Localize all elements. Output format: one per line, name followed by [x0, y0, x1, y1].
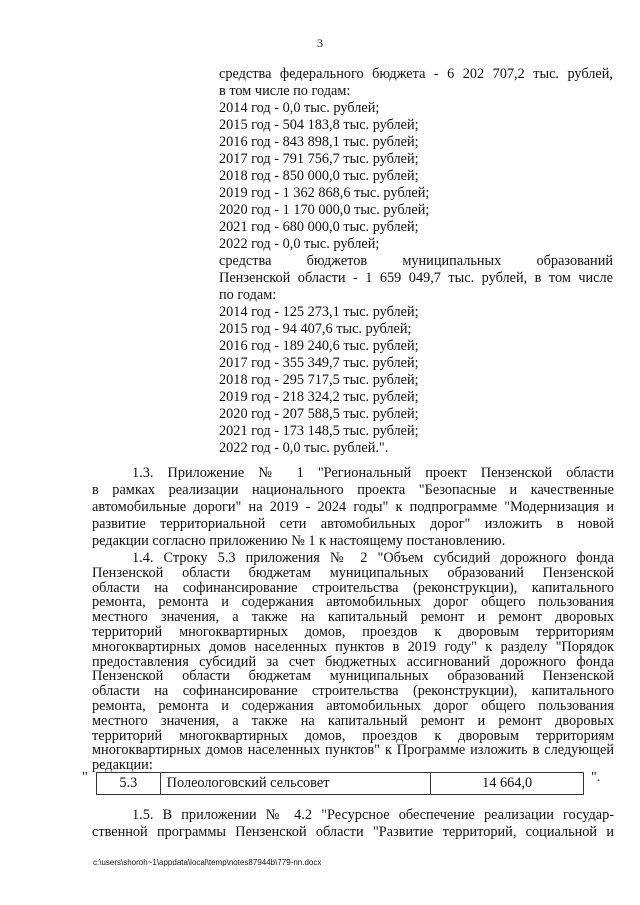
row-name-cell: Полеологовский сельсовет — [160, 773, 431, 795]
federal-budget-heading: средства федерального бюджета - 6 202 707,2 тыс. рублей, — [219, 66, 613, 82]
paragraph-1-4-line: местного значения, а также на капитальный ремонт и ремонт дворовых — [92, 712, 614, 729]
paragraph-1-4-line: области на софинансирование строительства (реконструкции), капитального — [92, 683, 614, 700]
municipal-year-line: 2019 год - 218 324,2 тыс. рублей; — [219, 389, 419, 405]
subsidy-table — [96, 772, 584, 795]
paragraph-1-4-line: 1.4. Строку 5.3 приложения № 2 "Объем субсидий дорожного фонда — [132, 550, 614, 566]
municipal-year-line: 2018 год - 295 717,5 тыс. рублей; — [219, 372, 419, 388]
municipal-year-line: 2015 год - 94 407,6 тыс. рублей; — [219, 321, 412, 337]
municipal-year-line: 2017 год - 355 349,7 тыс. рублей; — [219, 355, 419, 371]
paragraph-1-4-line: области на софинансирование строительства (реконструкции), капитального — [92, 579, 614, 596]
municipal-year-line: 2014 год - 125 273,1 тыс. рублей; — [219, 304, 419, 320]
federal-budget-subheading: в том числе по годам: — [219, 83, 351, 99]
federal-year-line: 2018 год - 850 000,0 тыс. рублей; — [219, 168, 419, 184]
paragraph-1-4-line: территорий многоквартирных домов, проездов к дворовым территориям — [92, 727, 614, 744]
municipal-year-line: 2016 год - 189 240,6 тыс. рублей; — [219, 338, 419, 354]
paragraph-1-5-line: 1.5. В приложении № 4.2 "Ресурсное обеспечение реализации государ- — [132, 807, 614, 823]
federal-year-line: 2021 год - 680 000,0 тыс. рублей; — [219, 219, 419, 235]
municipal-year-line: 2020 год - 207 588,5 тыс. рублей; — [219, 406, 419, 422]
federal-year-line: 2014 год - 0,0 тыс. рублей; — [219, 100, 380, 116]
paragraph-1-4-line: многоквартирных домов населенных пунктов" к Программе изложить в следующей — [92, 742, 614, 759]
footer-file-path: c:\users\shoroh~1\appdata\local\temp\notes87944b\779-nn.docx — [93, 858, 322, 867]
federal-year-line: 2015 год - 504 183,8 тыс. рублей; — [219, 117, 419, 133]
paragraph-1-4-line: предоставления субсидий за счет бюджетных ассигнований дорожного фонда — [92, 653, 614, 670]
paragraph-1-4-line: местного значения, а также на капитальный ремонт и ремонт дворовых — [92, 609, 614, 626]
paragraph-1-4-line: многоквартирных домов населенных пунктов в 2019 году" к разделу "Порядок — [92, 638, 614, 655]
paragraph-1-3-line: 1.3. Приложение № 1 "Региональный проект Пензенской области — [132, 465, 614, 481]
municipal-year-line: 2022 год - 0,0 тыс. рублей.". — [219, 440, 389, 456]
paragraph-1-5-line: ственной программы Пензенской области "Развитие территорий, социальной и — [92, 824, 614, 840]
paragraph-1-4-line: Пензенской области бюджетам муниципальных образований Пензенской — [92, 564, 614, 581]
municipal-year-line: 2021 год - 173 148,5 тыс. рублей; — [219, 423, 419, 439]
municipal-budget-line: средства бюджетов муниципальных образований — [219, 253, 613, 269]
paragraph-1-3-line: автомобильные дороги" на 2019 - 2024 годы" к подпрограмме "Модернизация и — [92, 499, 614, 515]
paragraph-1-4-line: ремонта, ремонта и содержания автомобильных дорог общего пользования — [92, 594, 614, 611]
page-number: 3 — [317, 36, 323, 50]
paragraph-1-3-line: редакции согласно приложению № 1 к настоящему постановлению. — [92, 533, 506, 549]
paragraph-1-3-line: развитие территориальной сети автомобильных дорог" изложить в новой — [92, 516, 614, 532]
row-number-cell: 5.3 — [97, 773, 161, 795]
federal-year-line: 2022 год - 0,0 тыс. рублей; — [219, 236, 380, 252]
paragraph-1-4-line: Пензенской области бюджетам муниципальных образований Пензенской — [92, 668, 614, 685]
municipal-budget-line: по годам: — [219, 287, 277, 303]
paragraph-1-4-line: территорий многоквартирных домов, проездов к дворовым территориям — [92, 624, 614, 640]
table-close-quote: ". — [591, 770, 601, 785]
federal-year-line: 2016 год - 843 898,1 тыс. рублей; — [219, 134, 419, 150]
federal-year-line: 2017 год - 791 756,7 тыс. рублей; — [219, 151, 419, 167]
table-row — [97, 773, 584, 795]
paragraph-1-4-line: ремонта, ремонта и содержания автомобильных дорог общего пользования — [92, 698, 614, 714]
paragraph-1-4-line: редакции: — [92, 757, 153, 774]
municipal-budget-line: Пензенской области - 1 659 049,7 тыс. рублей, в том числе — [219, 270, 613, 286]
table-open-quote: " — [82, 770, 88, 785]
row-amount-cell: 14 664,0 — [431, 773, 584, 795]
federal-year-line: 2020 год - 1 170 000,0 тыс. рублей; — [219, 202, 430, 218]
paragraph-1-3-line: в рамках реализации национального проекта "Безопасные и качественные — [92, 482, 614, 498]
federal-year-line: 2019 год - 1 362 868,6 тыс. рублей; — [219, 185, 430, 201]
